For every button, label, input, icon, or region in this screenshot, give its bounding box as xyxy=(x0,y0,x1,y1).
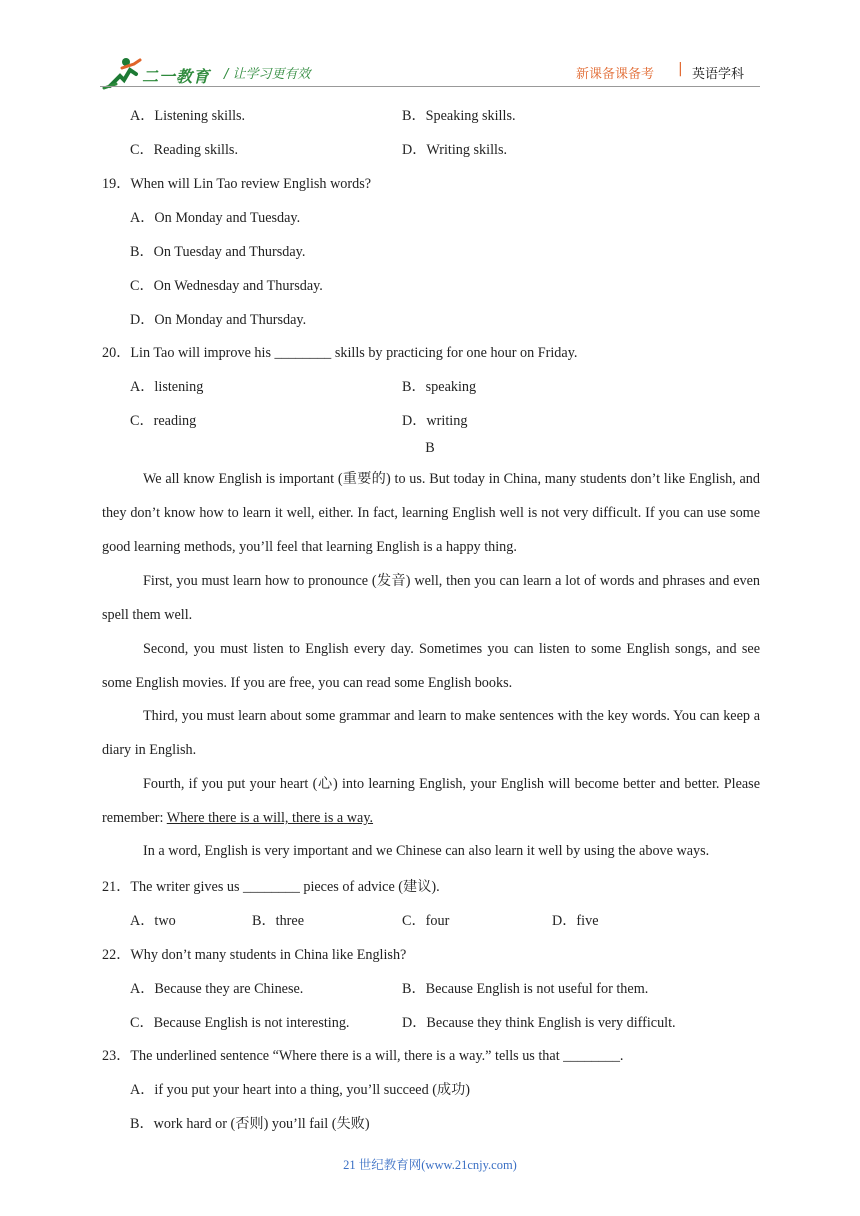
underlined-sentence: Where there is a will, there is a way. xyxy=(166,810,374,826)
q22-option-c: C．Because English is not interesting. xyxy=(130,1015,350,1031)
q22-option-a: A．Because they are Chinese. xyxy=(130,981,304,997)
q23-option-b: B．work hard or (否则) you’ll fail (失败) xyxy=(130,1116,370,1132)
q20-option-c: C．reading xyxy=(130,413,197,429)
q20-option-b: B．speaking xyxy=(402,379,477,395)
q21-option-a: A．two xyxy=(130,913,176,929)
brand-name: 二一教育 xyxy=(142,67,211,86)
header-subject: 英语学科 xyxy=(692,67,745,82)
q19-stem: 19．When will Lin Tao review English words? xyxy=(102,176,372,192)
q19-option-c: C．On Wednesday and Thursday. xyxy=(130,278,323,294)
passage-paragraph-4: Third, you must learn about some grammar and learn to make sentences with the key words. You can keep a diary in English. xyxy=(102,708,760,758)
slogan: / 让学习更有效 xyxy=(224,67,311,82)
q22-option-b: B．Because English is not useful for them. xyxy=(402,981,649,997)
q20-option-a: A．listening xyxy=(130,379,204,395)
section-b-title: B xyxy=(425,440,435,456)
q21-stem: 21．The writer gives us ________ pieces of advice (建议). xyxy=(102,879,440,895)
header-divider xyxy=(100,86,760,87)
q23-option-a: A．if you put your heart into a thing, you’ll succeed (成功) xyxy=(130,1082,471,1098)
passage-paragraph-2: First, you must learn how to pronounce (发音) well, then you can learn a lot of words and phrases and even spell them well. xyxy=(102,573,760,623)
q20-stem: 20．Lin Tao will improve his ________ skills by practicing for one hour on Friday. xyxy=(102,345,578,361)
q21-option-c: C．four xyxy=(402,913,450,929)
passage-paragraph-5 xyxy=(102,767,760,835)
q18-option-c: C．Reading skills. xyxy=(130,142,238,158)
q19-option-a: A．On Monday and Tuesday. xyxy=(130,210,301,226)
footer-source: 21 世纪教育网(www.21cnjy.com) xyxy=(343,1158,517,1172)
q21-option-d: D．five xyxy=(552,913,599,929)
passage-paragraph-6: In a word, English is very important and we Chinese can also learn it well by using the above ways. xyxy=(143,843,710,859)
q18-option-d: D．Writing skills. xyxy=(402,142,508,158)
q22-option-d: D．Because they think English is very difficult. xyxy=(402,1015,676,1031)
q18-option-b: B．Speaking skills. xyxy=(402,108,516,124)
header-tagline: 新课备课备考 xyxy=(576,67,655,82)
q22-stem: 22．Why don’t many students in China like English? xyxy=(102,947,407,963)
paragraph-5-text: Fourth, if you put your heart (心) into learning English, your English will become better and better. Please remember: xyxy=(102,776,760,826)
q18-option-a: A．Listening skills. xyxy=(130,108,246,124)
passage-paragraph-1: We all know English is important (重要的) to us. But today in China, many students don’t like English, and they don’t know how to learn it well, either. In fact, learning English well is not very difficult. If you can use some good learning methods, you’ll feel that learning English is a happy thing. xyxy=(102,471,760,555)
header-separator: | xyxy=(678,61,683,77)
q21-option-b: B．three xyxy=(252,913,305,929)
q19-option-b: B．On Tuesday and Thursday. xyxy=(130,244,306,260)
q20-option-d: D．writing xyxy=(402,413,468,429)
q19-option-d: D．On Monday and Thursday. xyxy=(130,312,307,328)
q23-stem: 23．The underlined sentence “Where there is a will, there is a way.” tells us that ________. xyxy=(102,1048,624,1064)
passage-paragraph-3: Second, you must listen to English every day. Sometimes you can listen to some English songs, and see some English movies. If you are free, you can read some English books. xyxy=(102,641,760,691)
